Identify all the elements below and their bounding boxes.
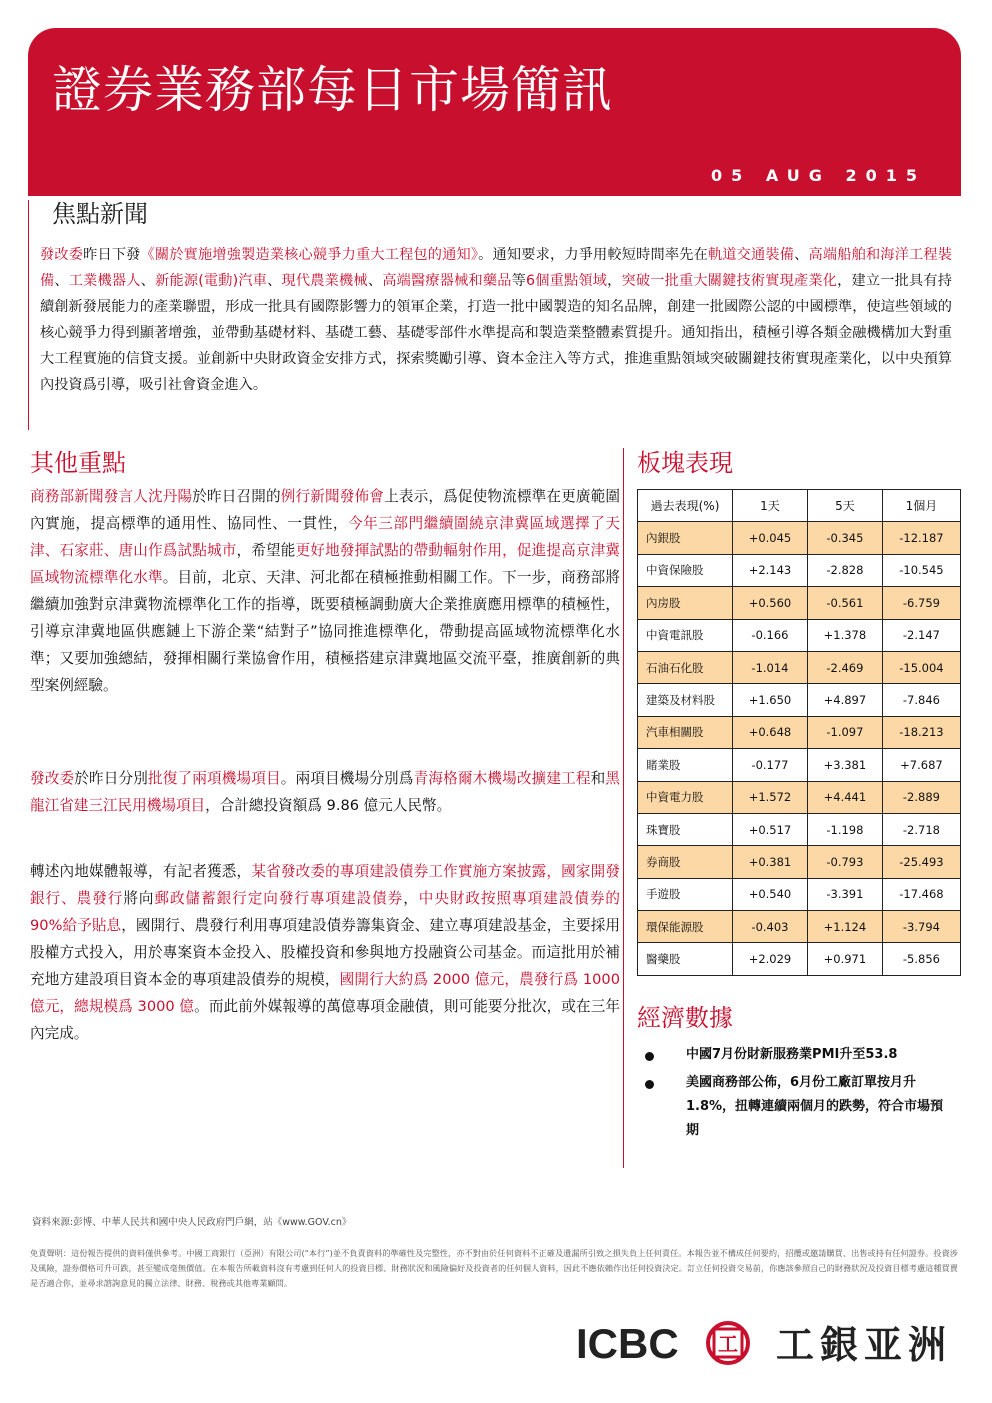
highlighted-text: 今年三部門繼續圍繞京津冀區域選擇了天津、石家莊、唐山作爲試點城市 bbox=[30, 515, 620, 559]
body-text: 。通知要求，力爭用較短時間率先在 bbox=[478, 247, 708, 263]
body-text: ，希望能 bbox=[236, 542, 296, 559]
five-day-cell: +4.441 bbox=[807, 781, 882, 813]
highlighted-text: 黑龍江省建三江民用機場項目 bbox=[30, 770, 620, 814]
sector-name-cell: 中資電力股 bbox=[638, 781, 733, 813]
one-month-cell: +7.687 bbox=[882, 749, 960, 781]
one-month-cell: -7.846 bbox=[882, 684, 960, 716]
body-text: 、 bbox=[54, 273, 69, 289]
body-text: 上表示，爲促使物流標準在更廣範圍內實施，提高標準的通用性、協同性、一貫性， bbox=[30, 488, 620, 532]
one-day-cell: +0.517 bbox=[733, 813, 808, 845]
list-item bbox=[645, 1071, 955, 1143]
body-text: ，國開行、農發行利用專項建設債券籌集資金、建立專項建設基金，主要採用股權方式投入，用於專案資本金投入、股權投資和參與地方投融資公司基金。而這批用於補充地方建設項目資本金的專項建設債券的規模， bbox=[30, 917, 621, 988]
five-day-cell: +3.381 bbox=[807, 749, 882, 781]
body-text: 將向 bbox=[123, 890, 155, 907]
table-row bbox=[638, 878, 961, 910]
five-day-cell: -2.828 bbox=[807, 554, 882, 586]
body-text: 。兩項目機場分別爲 bbox=[280, 770, 414, 787]
sector-name-cell: 券商股 bbox=[638, 846, 733, 878]
bullet-icon bbox=[645, 1080, 654, 1089]
table-row bbox=[638, 619, 961, 651]
sector-performance-heading: 板塊表現 bbox=[637, 449, 733, 477]
column-header-1m: 1個月 bbox=[882, 490, 960, 522]
economic-data-list bbox=[645, 1043, 955, 1147]
one-day-cell: +1.572 bbox=[733, 781, 808, 813]
logo-seal-char: 工 bbox=[718, 1332, 738, 1356]
column-header-5d: 5天 bbox=[807, 490, 882, 522]
table-row bbox=[638, 781, 961, 813]
five-day-cell: -1.198 bbox=[807, 813, 882, 845]
table-row bbox=[638, 522, 961, 554]
five-day-cell: -0.345 bbox=[807, 522, 882, 554]
column-header-1d: 1天 bbox=[733, 490, 808, 522]
highlighted-text: 新能源(電動)汽車 bbox=[155, 273, 268, 289]
body-text: 等 bbox=[511, 273, 526, 289]
five-day-cell: -0.561 bbox=[807, 587, 882, 619]
highlighted-text: 更好地發揮試點的帶動輻射作用，促進提高京津冀區域物流標準化水準 bbox=[30, 542, 620, 586]
sector-name-cell: 建築及材料股 bbox=[638, 684, 733, 716]
one-month-cell: -2.147 bbox=[882, 619, 960, 651]
sector-name-cell: 珠寶股 bbox=[638, 813, 733, 845]
one-day-cell: -0.166 bbox=[733, 619, 808, 651]
five-day-cell: +0.971 bbox=[807, 943, 882, 975]
highlighted-text: 發改委 bbox=[40, 247, 84, 263]
sector-name-cell: 石油石化股 bbox=[638, 651, 733, 683]
highlighted-text: 工業機器人 bbox=[68, 273, 141, 289]
body-text: 於昨日召開的 bbox=[192, 488, 281, 505]
highlighted-text: 現代農業機械 bbox=[281, 273, 368, 289]
icbc-asia-logo bbox=[576, 1320, 958, 1366]
highlighted-text: 某省發改委的專項建設債券工作實施方案披露，國家開發銀行、農發行 bbox=[30, 863, 620, 907]
highlight-paragraph-bonds bbox=[30, 858, 620, 1047]
five-day-cell: -2.469 bbox=[807, 651, 882, 683]
highlighted-text: 《關於實施增強製造業核心競爭力重大工程包的通知》 bbox=[140, 247, 479, 263]
table-row bbox=[638, 554, 961, 586]
highlighted-text: 青海格爾木機場改擴建工程 bbox=[413, 770, 591, 787]
column-divider bbox=[623, 448, 624, 1168]
body-text: ，建立一批具有持續創新發展能力的產業聯盟，形成一批具有國際影響力的領軍企業，打造一批中國製造的知名品牌，創建一批國際公認的中國標準，使這些領域的核心競爭力得到顯著增強，並帶動基礎材料、基礎工藝、基礎零部件水準提高和製造業整體素質提升。通知指出，積極引導各類金融機構加大對重大工程實施的信貸支援。並創新中央財政資金安排方式，探索獎勵引導、資本金注入等方式，推進重點領域突破關鍵技術實現產業化，以中央預算內投資爲引導，吸引社會資金進入。 bbox=[40, 273, 952, 393]
highlight-paragraph-airports bbox=[30, 765, 620, 819]
body-text: 。目前，北京、天津、河北都在積極推動相關工作。下一步，商務部將繼續加強對京津冀物流標準化工作的指導，既要積極調動廣大企業推廣應用標準的積極性，引導京津冀地區供應鏈上下游企業“結對子”協同推進標準化，帶動提高區域物流標準化水準；又要加強總結，發揮相關行業協會作用，積極搭建京津冀地區交流平臺，推廣創新的典型案例經驗。 bbox=[30, 569, 620, 694]
one-month-cell: -17.468 bbox=[882, 878, 960, 910]
five-day-cell: +4.897 bbox=[807, 684, 882, 716]
economic-item-text: 美國商務部公佈，6月份工廠訂單按月升1.8%，扭轉連續兩個月的跌勢，符合市場預期 bbox=[686, 1075, 944, 1138]
sector-name-cell: 手遊股 bbox=[638, 878, 733, 910]
highlighted-text: 發改委 bbox=[30, 770, 75, 787]
logo-chinese-name: 工銀亚洲 bbox=[776, 1323, 953, 1366]
sector-name-cell: 醫藥股 bbox=[638, 943, 733, 975]
five-day-cell: +1.378 bbox=[807, 619, 882, 651]
disclaimer-text: 免責聲明：這份報告提供的資料僅供參考。中國工商銀行（亞洲）有限公司(“本行”)並不負責資料的準確性及完整性，亦不對由於任何資料不正確及遺漏所引致之損失負上任何責任。本報告並不構成任何要約，招攬或邀請購買、出售或持有任何證券。投資涉及風險，證券價格可升可跌，甚至變成毫無價值。在本報告所載資料沒有考慮到任何人的投資目標、財務狀況和風險偏好及投資者的任何個人資料，因此不應依賴作出任何投資決定。訂立任何投資交易前，你應該參照自己的財務狀況及投資目標考慮這種買賣是否適合你，並尋求諮詢意見的獨立法律、財務、稅務或其他專業顧問。 bbox=[30, 1248, 958, 1288]
list-item bbox=[645, 1043, 955, 1067]
body-text: 。而此前外媒報導的萬億專項金融債，則可能要分批次，或在三年內完成。 bbox=[30, 998, 620, 1042]
sector-name-cell: 內房股 bbox=[638, 587, 733, 619]
focus-news-heading: 焦點新聞 bbox=[52, 200, 148, 228]
five-day-cell: -3.391 bbox=[807, 878, 882, 910]
highlight-paragraph-logistics bbox=[30, 483, 620, 699]
one-month-cell: -12.187 bbox=[882, 522, 960, 554]
table-row bbox=[638, 651, 961, 683]
focus-side-rule bbox=[28, 200, 29, 430]
table-row bbox=[638, 587, 961, 619]
one-month-cell: -5.856 bbox=[882, 943, 960, 975]
table-row bbox=[638, 911, 961, 943]
one-day-cell: +0.560 bbox=[733, 587, 808, 619]
one-day-cell: +2.029 bbox=[733, 943, 808, 975]
highlighted-text: 高端船舶和海洋工程裝備 bbox=[40, 247, 952, 289]
table-row bbox=[638, 846, 961, 878]
economic-item-text: 中國7月份財新服務業PMI升至53.8 bbox=[686, 1047, 898, 1062]
one-day-cell: +0.540 bbox=[733, 878, 808, 910]
one-day-cell: -0.403 bbox=[733, 911, 808, 943]
one-day-cell: -1.014 bbox=[733, 651, 808, 683]
one-month-cell: -18.213 bbox=[882, 716, 960, 748]
one-day-cell: +2.143 bbox=[733, 554, 808, 586]
five-day-cell: -1.097 bbox=[807, 716, 882, 748]
highlighted-text: 6個重點領域 bbox=[525, 273, 608, 289]
focus-news-paragraph bbox=[40, 242, 952, 398]
body-text: ，合計總投資額爲 9.86 億元人民幣。 bbox=[205, 797, 452, 814]
page-title: 證券業務部每日市場簡訊 bbox=[52, 61, 613, 119]
bullet-icon bbox=[645, 1052, 654, 1061]
one-month-cell: -6.759 bbox=[882, 587, 960, 619]
other-highlights-heading: 其他重點 bbox=[30, 449, 126, 477]
table-row bbox=[638, 684, 961, 716]
highlighted-text: 例行新聞發佈會 bbox=[280, 488, 385, 505]
one-month-cell: -15.004 bbox=[882, 651, 960, 683]
highlighted-text: 突破一批重大關鍵技術實現產業化 bbox=[621, 273, 838, 289]
sector-name-cell: 中資電訊股 bbox=[638, 619, 733, 651]
five-day-cell: -0.793 bbox=[807, 846, 882, 878]
icbc-seal-icon bbox=[708, 1323, 748, 1363]
one-day-cell: +0.648 bbox=[733, 716, 808, 748]
sector-performance-table bbox=[637, 489, 961, 976]
highlighted-text: 國開行大約爲 2000 億元，農發行爲 1000 億元，總規模爲 3000 億 bbox=[30, 971, 620, 1015]
body-text: 昨日下發 bbox=[83, 247, 141, 263]
highlighted-text: 軌道交通裝備 bbox=[707, 247, 795, 263]
sector-name-cell: 賭業股 bbox=[638, 749, 733, 781]
body-text: 和 bbox=[590, 770, 606, 787]
body-text: ， bbox=[403, 890, 419, 907]
one-month-cell: -3.794 bbox=[882, 911, 960, 943]
sector-name-cell: 內銀股 bbox=[638, 522, 733, 554]
one-day-cell: +1.650 bbox=[733, 684, 808, 716]
logo-wordmark: ICBC bbox=[576, 1320, 679, 1366]
body-text: 於昨日分別 bbox=[74, 770, 149, 787]
highlighted-text: 批復了兩項機場項目 bbox=[148, 770, 281, 787]
table-row bbox=[638, 749, 961, 781]
report-date: 05 AUG 2015 bbox=[711, 166, 926, 185]
body-text: 、 bbox=[794, 247, 809, 263]
table-row bbox=[638, 813, 961, 845]
sector-name-cell: 汽車相關股 bbox=[638, 716, 733, 748]
body-text: ， bbox=[607, 273, 622, 289]
highlighted-text: 高端醫療器械和藥品 bbox=[382, 273, 512, 289]
table-header-row bbox=[638, 490, 961, 522]
one-month-cell: -10.545 bbox=[882, 554, 960, 586]
highlighted-text: 郵政儲蓄銀行定向發行專項建設債券 bbox=[154, 890, 404, 907]
body-text: 轉述內地媒體報導，有記者獲悉， bbox=[30, 863, 252, 880]
sector-name-cell: 環保能源股 bbox=[638, 911, 733, 943]
five-day-cell: +1.124 bbox=[807, 911, 882, 943]
body-text: 、 bbox=[140, 273, 156, 289]
one-month-cell: -2.718 bbox=[882, 813, 960, 845]
column-header-period: 過去表現(%) bbox=[638, 490, 733, 522]
highlighted-text: 商務部新聞發言人沈丹陽 bbox=[30, 488, 193, 505]
one-day-cell: +0.045 bbox=[733, 522, 808, 554]
body-text: 、 bbox=[267, 273, 282, 289]
one-day-cell: +0.381 bbox=[733, 846, 808, 878]
table-row bbox=[638, 943, 961, 975]
highlighted-text: 中央財政按照專項建設債券的 90%給予貼息 bbox=[30, 890, 620, 934]
economic-data-heading: 經濟數據 bbox=[637, 1004, 733, 1032]
data-source-note: 資料來源:彭博、中華人民共和國中央人民政府門戶網，站《www.GOV.cn》 bbox=[32, 1217, 352, 1228]
sector-name-cell: 中資保險股 bbox=[638, 554, 733, 586]
one-month-cell: -2.889 bbox=[882, 781, 960, 813]
one-day-cell: -0.177 bbox=[733, 749, 808, 781]
one-month-cell: -25.493 bbox=[882, 846, 960, 878]
table-row bbox=[638, 716, 961, 748]
body-text: 、 bbox=[367, 273, 383, 289]
